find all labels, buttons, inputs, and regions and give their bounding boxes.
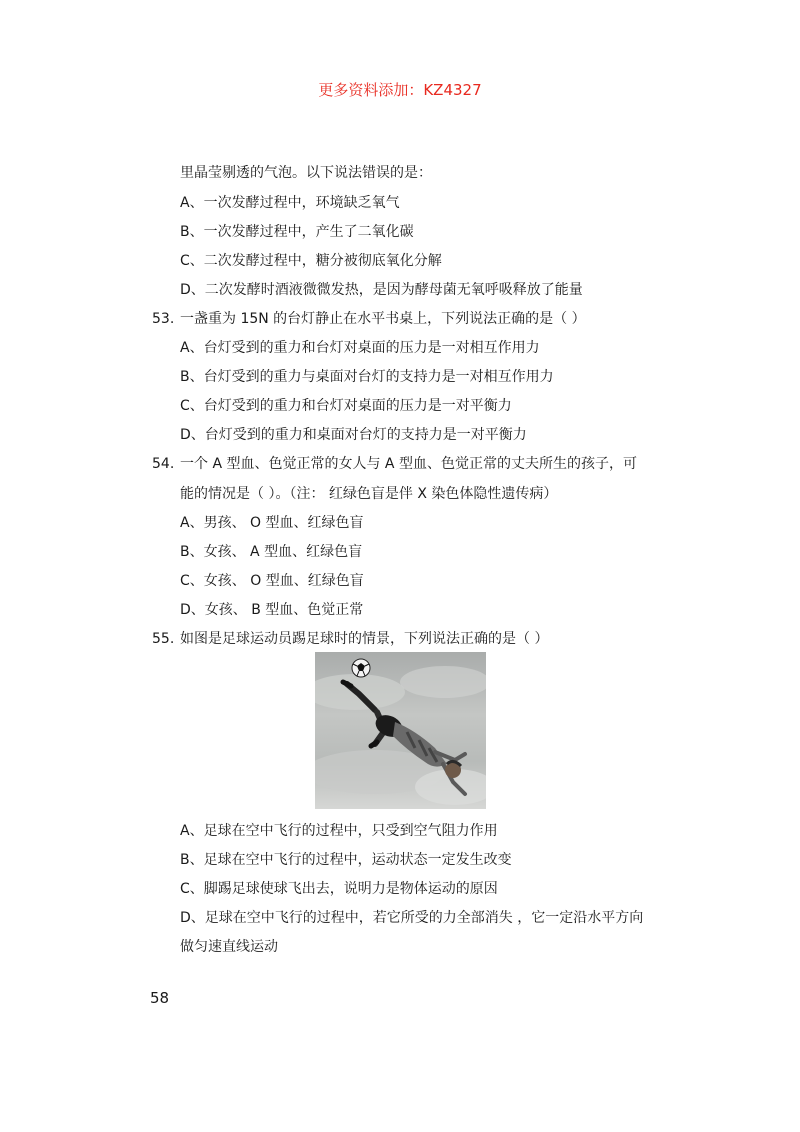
bicycle-kick-illustration — [315, 652, 486, 809]
q54-option-d: D、女孩、 B 型血、色觉正常 — [180, 602, 364, 618]
intro-line: 里晶莹剔透的气泡。以下说法错误的是： — [180, 165, 432, 181]
q55-option-a: A、足球在空中飞行的过程中，只受到空气阻力作用 — [180, 823, 498, 839]
q55-option-b: B、足球在空中飞行的过程中，运动状态一定发生改变 — [180, 852, 512, 868]
watermark-header: 更多资料添加：KZ4327 — [318, 81, 482, 99]
q54-stem-line-1 — [152, 453, 637, 473]
q52-option-d: D、二次发酵时酒液微微发热，是因为酵母菌无氧呼吸释放了能量 — [180, 282, 583, 298]
q55-stem-line — [152, 628, 548, 648]
q53-option-d: D、台灯受到的重力和桌面对台灯的支持力是一对平衡力 — [180, 427, 527, 443]
page-number: 58 — [150, 989, 170, 1007]
q55-option-d-continued: 做匀速直线运动 — [180, 939, 278, 955]
q53-option-c: C、台灯受到的重力和台灯对桌面的压力是一对平衡力 — [180, 398, 512, 414]
q53-number: 53. — [152, 311, 175, 327]
q54-option-c: C、女孩、 O 型血、红绿色盲 — [180, 573, 364, 589]
soccer-player-photo — [315, 652, 486, 809]
q55-stem: 如图是足球运动员踢足球时的情景，下列说法正确的是（ ） — [180, 631, 549, 647]
q55-option-c: C、脚踢足球使球飞出去，说明力是物体运动的原因 — [180, 881, 498, 897]
q54-number: 54. — [152, 456, 175, 472]
q55-number: 55. — [152, 631, 175, 647]
soccer-ball-icon — [352, 659, 370, 677]
q54-option-a: A、男孩、 O 型血、红绿色盲 — [180, 515, 364, 531]
q53-option-b: B、台灯受到的重力与桌面对台灯的支持力是一对相互作用力 — [180, 369, 554, 385]
q54-option-b: B、女孩、 A 型血、红绿色盲 — [180, 544, 363, 560]
q52-option-a: A、一次发酵过程中，环境缺乏氧气 — [180, 195, 400, 211]
q53-stem: 一盏重为 15N 的台灯静止在水平书桌上，下列说法正确的是（ ） — [180, 311, 586, 327]
q53-stem-line — [152, 308, 586, 328]
q52-option-c: C、二次发酵过程中，糖分被彻底氧化分解 — [180, 253, 442, 269]
q53-option-a: A、台灯受到的重力和台灯对桌面的压力是一对相互作用力 — [180, 340, 540, 356]
q54-stem-line-2: 能的情况是（ ）。（注： 红绿色盲是伴 X 染色体隐性遗传病） — [180, 486, 558, 502]
q55-option-d: D、足球在空中飞行的过程中，若它所受的力全部消失 ，它一定沿水平方向 — [180, 910, 644, 926]
q54-stem-1: 一个 A 型血、色觉正常的女人与 A 型血、色觉正常的丈夫所生的孩子，可 — [180, 456, 637, 472]
q52-option-b: B、一次发酵过程中，产生了二氧化碳 — [180, 224, 414, 240]
